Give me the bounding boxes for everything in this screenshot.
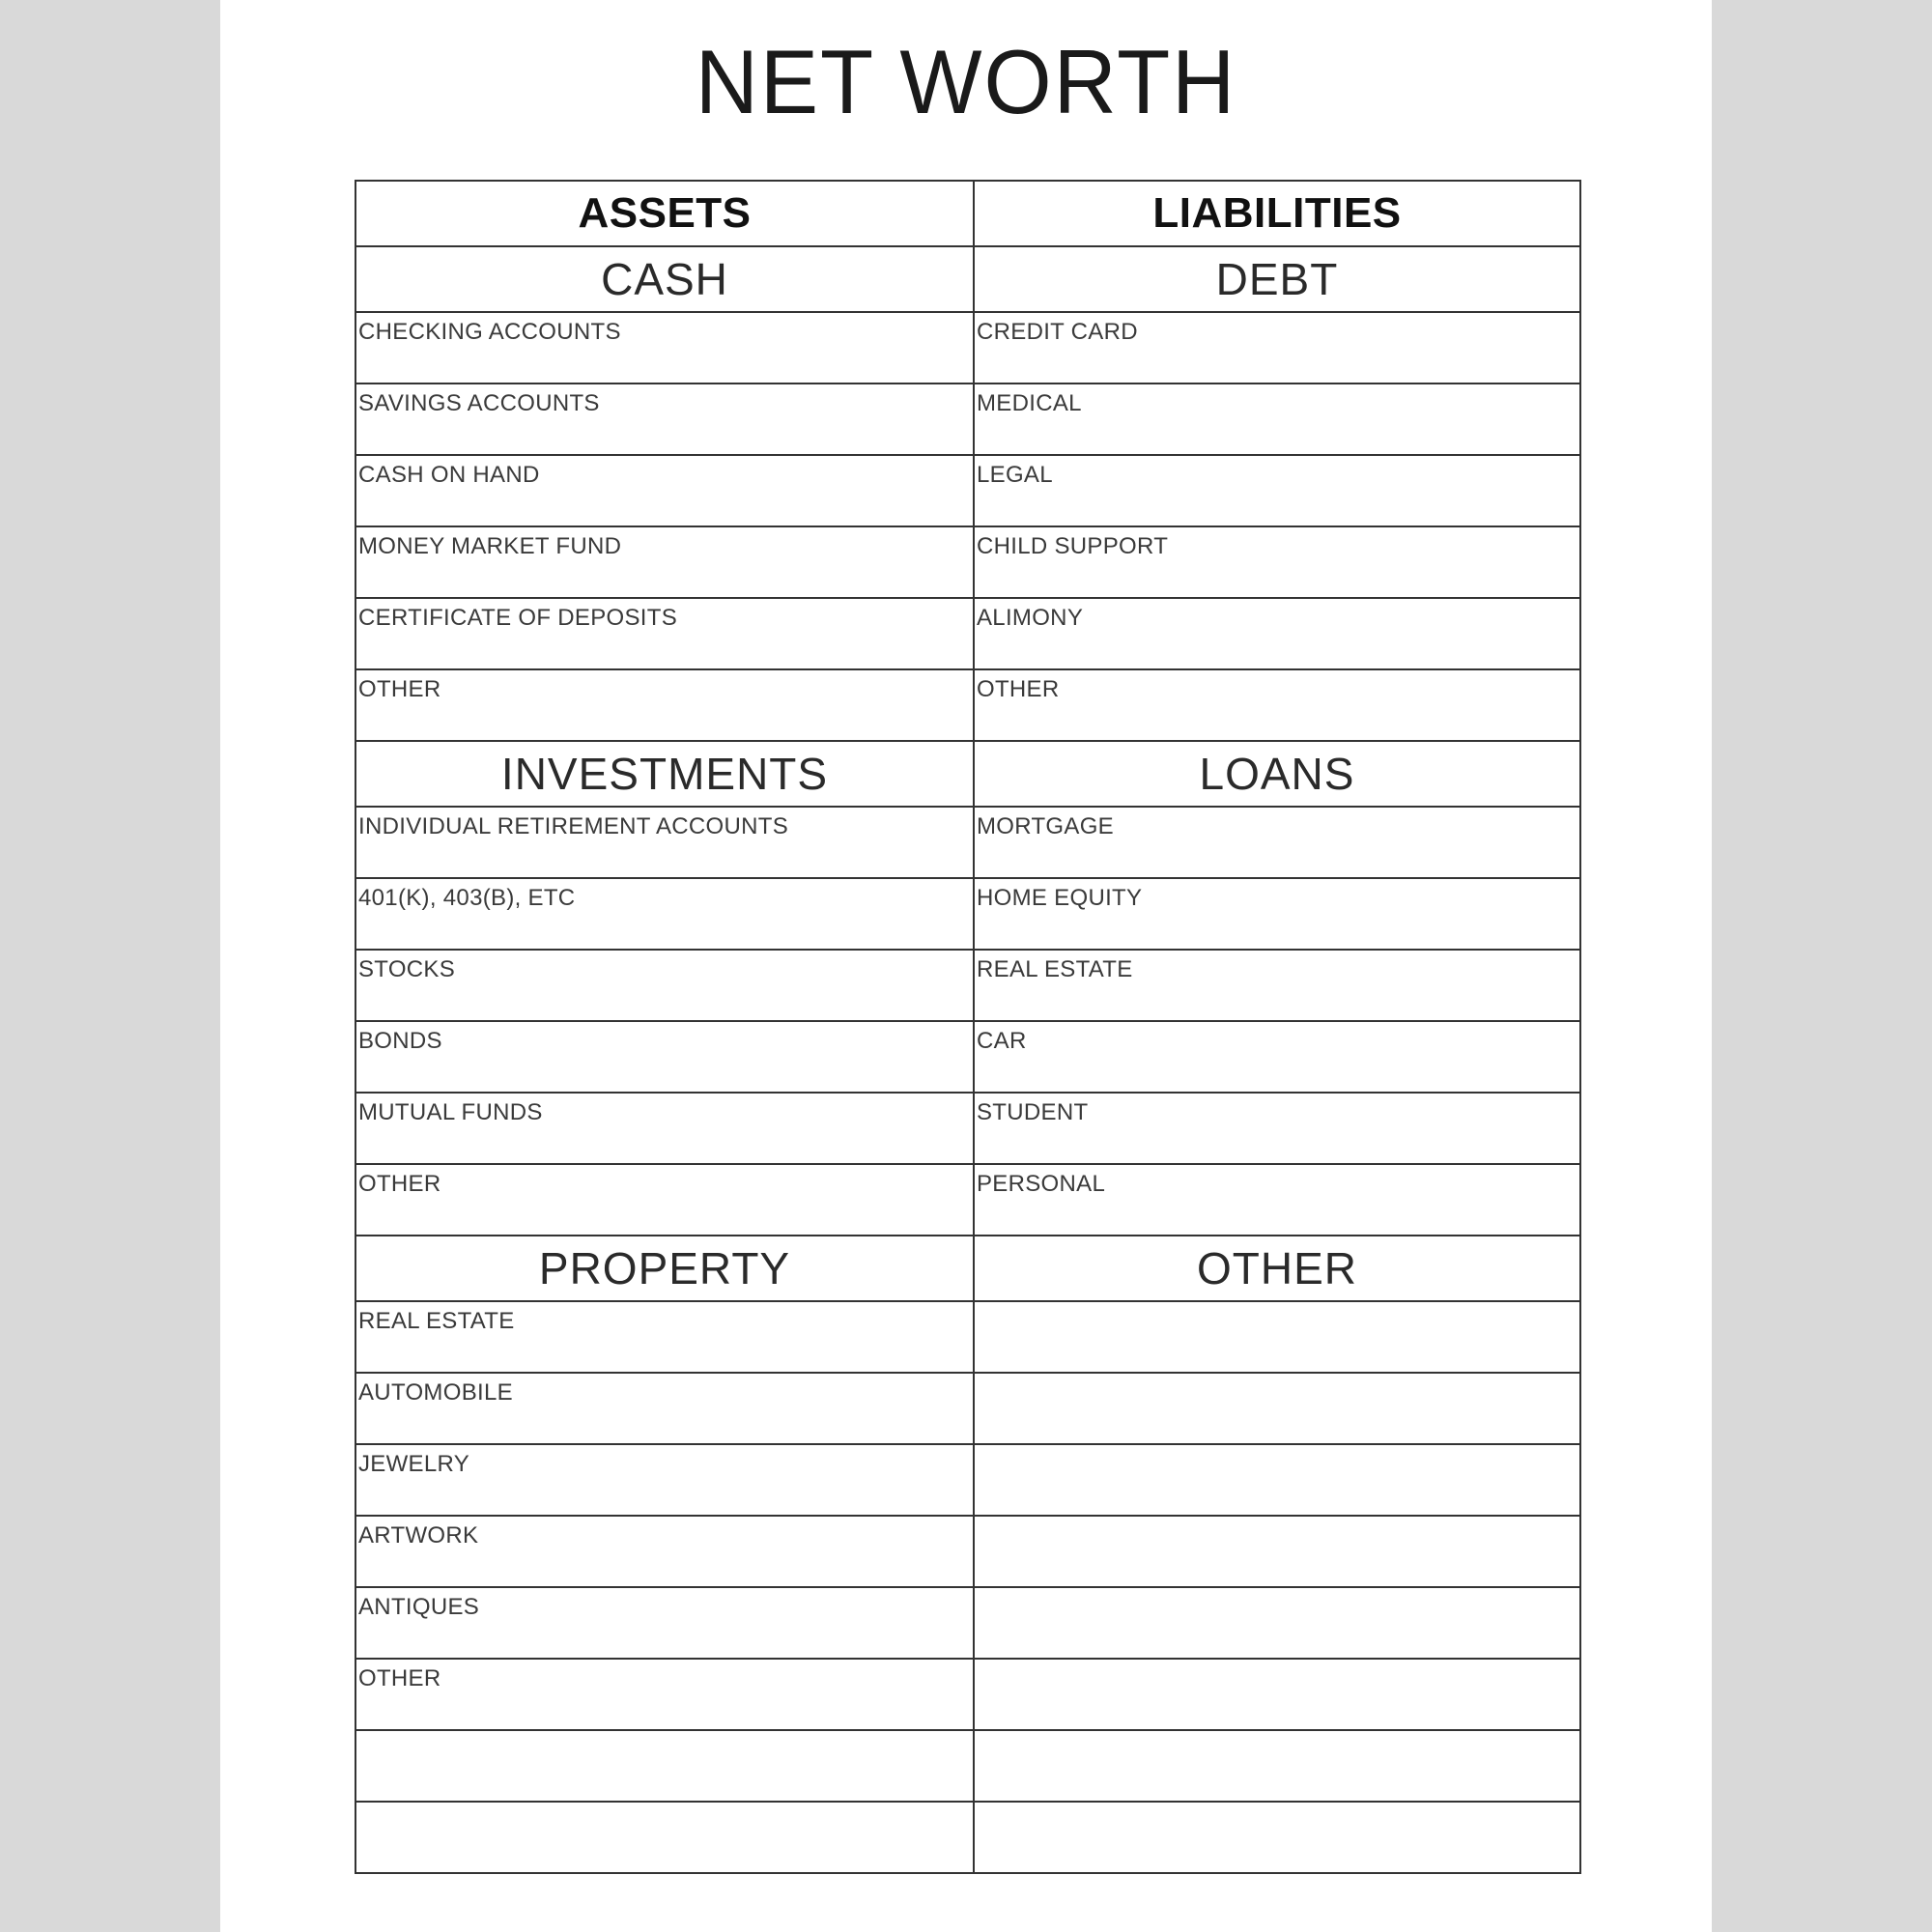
liability-blank-cell[interactable] [974,1730,1580,1802]
asset-item[interactable]: CASH ON HAND [355,455,974,526]
liability-blank-cell[interactable] [974,1659,1580,1730]
table-row [355,1373,1580,1444]
table-row [355,1659,1580,1730]
asset-item[interactable]: 401(K), 403(B), ETC [355,878,974,950]
asset-item[interactable]: SAVINGS ACCOUNTS [355,384,974,455]
asset-item[interactable]: CHECKING ACCOUNTS [355,312,974,384]
section-investments: INVESTMENTS [355,741,974,807]
section-other: OTHER [974,1236,1580,1301]
liability-item[interactable]: MORTGAGE [974,807,1580,878]
liabilities-header: LIABILITIES [974,181,1580,246]
table-row [355,878,1580,950]
liability-item[interactable]: REAL ESTATE [974,950,1580,1021]
asset-item[interactable]: ANTIQUES [355,1587,974,1659]
liability-item[interactable]: LEGAL [974,455,1580,526]
liability-item[interactable]: CREDIT CARD [974,312,1580,384]
table-row [355,312,1580,384]
liability-item[interactable]: PERSONAL [974,1164,1580,1236]
asset-item[interactable]: MONEY MARKET FUND [355,526,974,598]
table-row [355,455,1580,526]
page-title: NET WORTH [695,31,1237,132]
section-row [355,1236,1580,1301]
section-debt: DEBT [974,246,1580,312]
section-row [355,741,1580,807]
asset-item[interactable]: BONDS [355,1021,974,1093]
table-row [355,807,1580,878]
asset-blank-cell[interactable] [355,1802,974,1873]
liability-blank-cell[interactable] [974,1301,1580,1373]
blank-row [355,1730,1580,1802]
blank-row [355,1802,1580,1873]
asset-item[interactable]: OTHER [355,669,974,741]
table-row [355,1301,1580,1373]
liability-item[interactable]: HOME EQUITY [974,878,1580,950]
table-row [355,669,1580,741]
asset-item[interactable]: MUTUAL FUNDS [355,1093,974,1164]
liability-item[interactable]: ALIMONY [974,598,1580,669]
table-row [355,1021,1580,1093]
liability-item[interactable]: CHILD SUPPORT [974,526,1580,598]
column-header-row [355,181,1580,246]
liability-blank-cell[interactable] [974,1587,1580,1659]
assets-header: ASSETS [355,181,974,246]
asset-item[interactable]: STOCKS [355,950,974,1021]
asset-blank-cell[interactable] [355,1730,974,1802]
worksheet-page [220,0,1712,1932]
liability-blank-cell[interactable] [974,1802,1580,1873]
table-row [355,1516,1580,1587]
liability-blank-cell[interactable] [974,1373,1580,1444]
asset-item[interactable]: ARTWORK [355,1516,974,1587]
liability-blank-cell[interactable] [974,1516,1580,1587]
section-row [355,246,1580,312]
asset-item[interactable]: OTHER [355,1659,974,1730]
section-cash: CASH [355,246,974,312]
section-loans: LOANS [974,741,1580,807]
asset-item[interactable]: INDIVIDUAL RETIREMENT ACCOUNTS [355,807,974,878]
asset-item[interactable]: CERTIFICATE OF DEPOSITS [355,598,974,669]
liability-item[interactable]: MEDICAL [974,384,1580,455]
liability-item[interactable]: CAR [974,1021,1580,1093]
table-row [355,1093,1580,1164]
section-property: PROPERTY [355,1236,974,1301]
table-row [355,1587,1580,1659]
table-row [355,1444,1580,1516]
table-row [355,950,1580,1021]
table-row [355,526,1580,598]
liability-item[interactable]: STUDENT [974,1093,1580,1164]
asset-item[interactable]: JEWELRY [355,1444,974,1516]
liability-item[interactable]: OTHER [974,669,1580,741]
asset-item[interactable]: OTHER [355,1164,974,1236]
asset-item[interactable]: AUTOMOBILE [355,1373,974,1444]
asset-item[interactable]: REAL ESTATE [355,1301,974,1373]
net-worth-table [355,180,1581,1874]
table-row [355,384,1580,455]
table-row [355,598,1580,669]
liability-blank-cell[interactable] [974,1444,1580,1516]
table-row [355,1164,1580,1236]
